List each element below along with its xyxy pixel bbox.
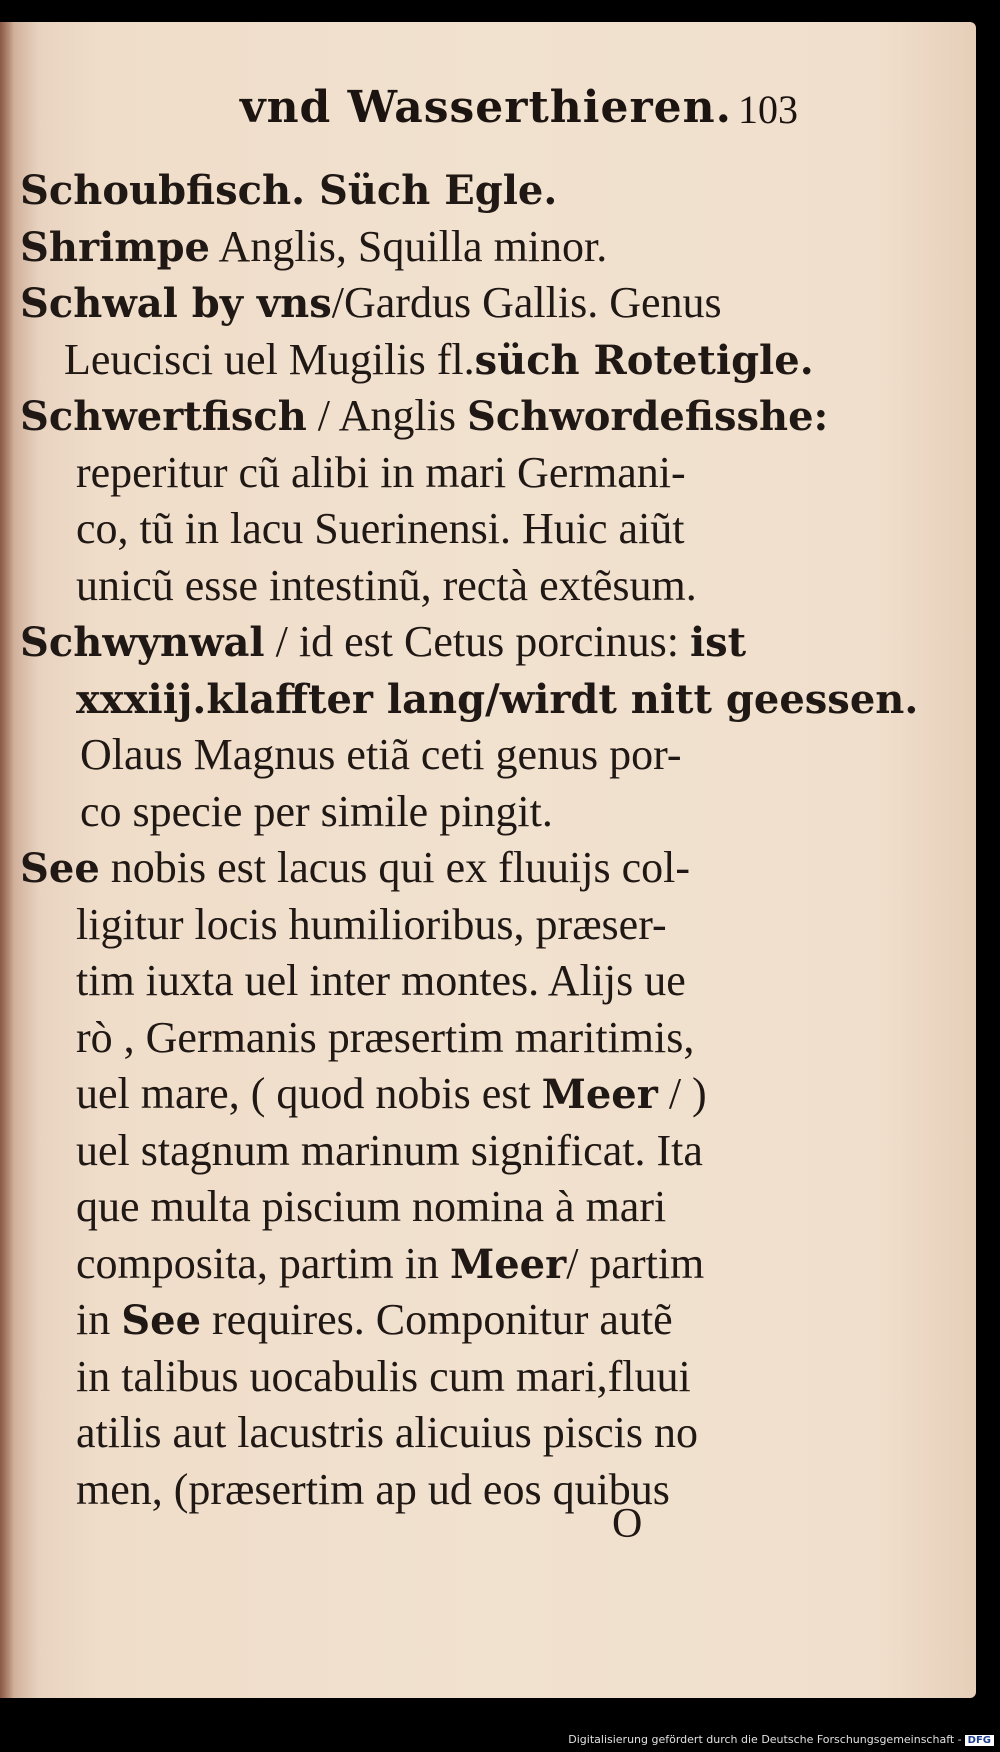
text-line <box>20 1462 820 1519</box>
body-text <box>20 162 919 1518</box>
roman-text: / Anglis <box>306 391 467 440</box>
blackletter-text: Meer <box>449 1240 567 1288</box>
roman-text: que multa piscium nomina à mari <box>76 1182 667 1231</box>
roman-text: uel mare, ( quod nobis est <box>76 1069 542 1118</box>
blackletter-text: Schwal by vns <box>20 280 332 327</box>
text-line <box>20 388 829 445</box>
roman-text: in <box>76 1295 122 1344</box>
text-line <box>20 1123 820 1180</box>
blackletter-text: xxxiij.klaffter lang/wirdt nitt geessen. <box>76 675 919 723</box>
text-line <box>20 1236 820 1293</box>
text-line <box>20 219 820 276</box>
blackletter-text: See <box>121 1297 202 1344</box>
roman-text: / partim <box>566 1238 705 1288</box>
roman-text: nobis est lacus qui ex fluuijs col- <box>99 843 691 892</box>
text-line <box>20 671 919 728</box>
text-line <box>20 332 820 389</box>
roman-text: atilis aut lacustris alicuius piscis no <box>76 1408 699 1457</box>
roman-text: /Gardus Gallis. Genus <box>331 278 722 327</box>
blackletter-text: Schwordefisshe: <box>466 393 829 440</box>
roman-text: men, (præsertim ap ud eos quibus <box>76 1464 670 1514</box>
text-line <box>20 445 820 502</box>
dfg-logo: DFG <box>965 1735 994 1746</box>
running-head: vnd Wasserthieren. <box>240 82 732 133</box>
roman-text: requires. Componitur autẽ <box>201 1295 673 1344</box>
signature-mark: O <box>612 1501 643 1547</box>
roman-text: Anglis, Squilla minor. <box>209 221 608 271</box>
text-line <box>20 1179 820 1236</box>
text-line <box>20 727 820 784</box>
text-line <box>20 1405 820 1462</box>
blackletter-text: ist <box>689 619 747 666</box>
text-line <box>20 614 820 671</box>
blackletter-text: Shrimpe <box>20 223 210 271</box>
roman-text: ligitur locis humilioribus, præser- <box>76 899 667 949</box>
roman-text: / ) <box>657 1069 707 1118</box>
blackletter-text: Schwertfisch <box>20 393 307 440</box>
blackletter-text: See <box>20 845 100 892</box>
roman-text: unicũ esse intestinũ, rectà extẽsum. <box>76 560 697 610</box>
text-line <box>20 162 820 219</box>
roman-text: in talibus uocabulis cum mari,fluui <box>76 1351 691 1401</box>
text-line <box>20 953 820 1010</box>
roman-text: co, tũ in lacu Suerinensi. Huic aiũt <box>76 504 685 553</box>
roman-text: Leucisci uel Mugilis fl. <box>64 334 475 384</box>
roman-text: tim iuxta uel inter montes. Alijs ue <box>76 956 686 1005</box>
roman-text: uel stagnum marinum significat. Ita <box>76 1125 703 1175</box>
text-line <box>20 558 820 615</box>
text-line <box>20 1349 820 1406</box>
digitization-credit <box>568 1733 994 1746</box>
roman-text: reperitur cũ alibi in mari Germani- <box>76 447 686 497</box>
book-page <box>0 22 976 1698</box>
roman-text: Olaus Magnus etiã ceti genus por- <box>80 730 682 779</box>
text-line <box>20 1066 820 1123</box>
blackletter-text: Meer <box>541 1071 658 1118</box>
roman-text: / id est Cetus porcinus: <box>264 617 690 666</box>
text-line <box>20 1010 820 1067</box>
text-line <box>20 784 820 841</box>
blackletter-text: Schwynwal <box>20 619 265 666</box>
blackletter-text: süch Rotetigle. <box>474 336 814 384</box>
page-header <box>0 80 976 150</box>
credit-text: Digitalisierung gefördert durch die Deutsche Forschungsgemeinschaft - <box>568 1733 962 1746</box>
text-line <box>20 275 820 332</box>
page-number: 103 <box>738 87 798 132</box>
roman-text: rò , Germanis præsertim maritimis, <box>76 1012 695 1062</box>
text-line <box>20 897 820 954</box>
roman-text: co specie per simile pingit. <box>80 786 553 836</box>
text-line <box>20 501 820 558</box>
blackletter-text: Schoubfisch. Süch Egle. <box>20 167 558 214</box>
text-line <box>20 840 820 897</box>
text-line <box>20 1292 820 1349</box>
roman-text: composita, partim in <box>76 1238 450 1288</box>
